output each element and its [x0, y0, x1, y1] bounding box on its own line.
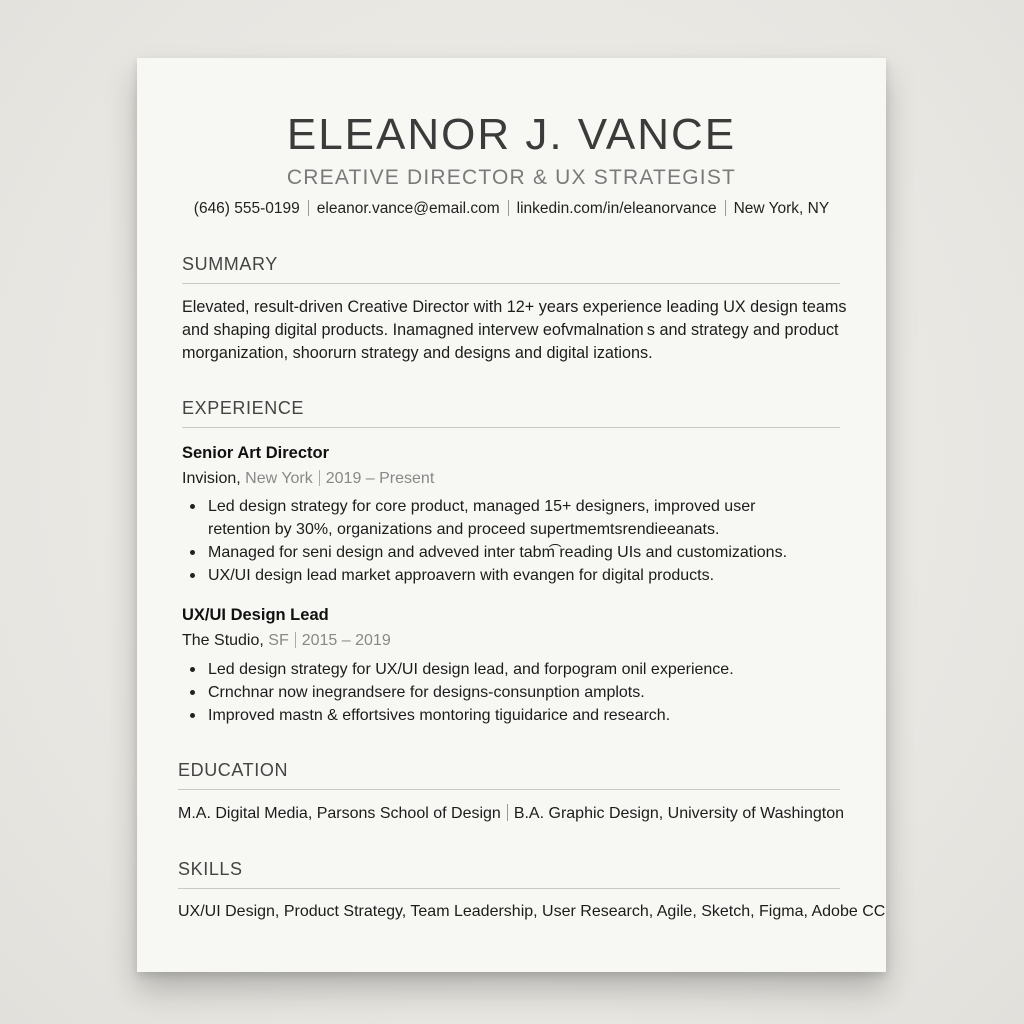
bullet-icon: [190, 667, 195, 672]
job-meta-divider: [319, 470, 320, 486]
bullet-icon: [190, 550, 195, 555]
list-item: Led design strategy for core product, managed 15+ designers, improved user retention by 30%, organizations and proceed supertmemtsrendieeanats.: [182, 495, 822, 541]
skills-heading: SKILLS: [178, 859, 243, 879]
job-company: The Studio,: [182, 632, 264, 649]
education-item: M.A. Digital Media, Parsons School of Design: [178, 805, 501, 822]
experience-heading: EXPERIENCE: [182, 398, 305, 418]
contact-linkedin: linkedin.com/in/eleanorvance: [516, 200, 717, 217]
summary-text: Elevated, result-driven Creative Director with 12+ years experience leading UX design teams and shaping digital products. Inamagned intervew eofvmalnation s and strategy and product morganization, shoorurn strategy and designs and digital izations.: [182, 298, 847, 362]
section-divider: [182, 283, 840, 284]
job-location: New York: [245, 470, 313, 487]
section-divider: [178, 789, 840, 790]
education-divider: [507, 804, 508, 821]
summary-heading: SUMMARY: [182, 254, 278, 274]
bullet-icon: [190, 713, 195, 718]
candidate-name: ELEANOR J. VANCE: [286, 110, 737, 159]
resume-page: [137, 58, 886, 972]
job-bullets: [182, 495, 822, 587]
job-dates: 2019 – Present: [325, 470, 435, 487]
contact-email: eleanor.vance@email.com: [316, 200, 500, 217]
job-title: UX/UI Design Lead: [182, 606, 329, 624]
candidate-title: CREATIVE DIRECTOR & UX STRATEGIST: [286, 166, 737, 189]
list-item: UX/UI design lead market approavern with evangen for digital products.: [182, 564, 822, 587]
section-divider: [182, 427, 840, 428]
list-item: Improved mastn & effortsives montoring tiguidarice and research.: [182, 704, 822, 727]
job-dates: 2015 – 2019: [301, 632, 391, 649]
contact-divider: [725, 200, 726, 216]
contact-line: [137, 200, 886, 218]
list-item: Crnchnar now inegrandsere for designs-consunption amplots.: [182, 681, 822, 704]
education-line: [178, 804, 844, 823]
job-location: SF: [268, 632, 289, 649]
section-divider: [178, 888, 840, 889]
bullet-icon: [190, 504, 195, 509]
job-meta-divider: [295, 632, 296, 648]
job-meta: [182, 632, 391, 650]
list-item: Led design strategy for UX/UI design lead, and forpogram onil experience.: [182, 658, 822, 681]
job-title: Senior Art Director: [182, 444, 330, 462]
bullet-icon: [190, 690, 195, 695]
bullet-icon: [190, 573, 195, 578]
contact-phone: (646) 555-0199: [193, 200, 300, 217]
job-bullets: [182, 658, 822, 727]
job-meta: [182, 470, 434, 488]
skills-text: UX/UI Design, Product Strategy, Team Leadership, User Research, Agile, Sketch, Figma, Adobe CC: [178, 903, 886, 920]
job-company: Invision,: [182, 470, 241, 487]
list-item: Managed for seni design and adveved inter tabm͡ reading UIs and customizations.: [182, 541, 822, 564]
contact-location: New York, NY: [733, 200, 830, 217]
contact-divider: [308, 200, 309, 216]
education-item: B.A. Graphic Design, University of Washington: [513, 805, 845, 822]
education-heading: EDUCATION: [178, 760, 289, 780]
contact-divider: [508, 200, 509, 216]
